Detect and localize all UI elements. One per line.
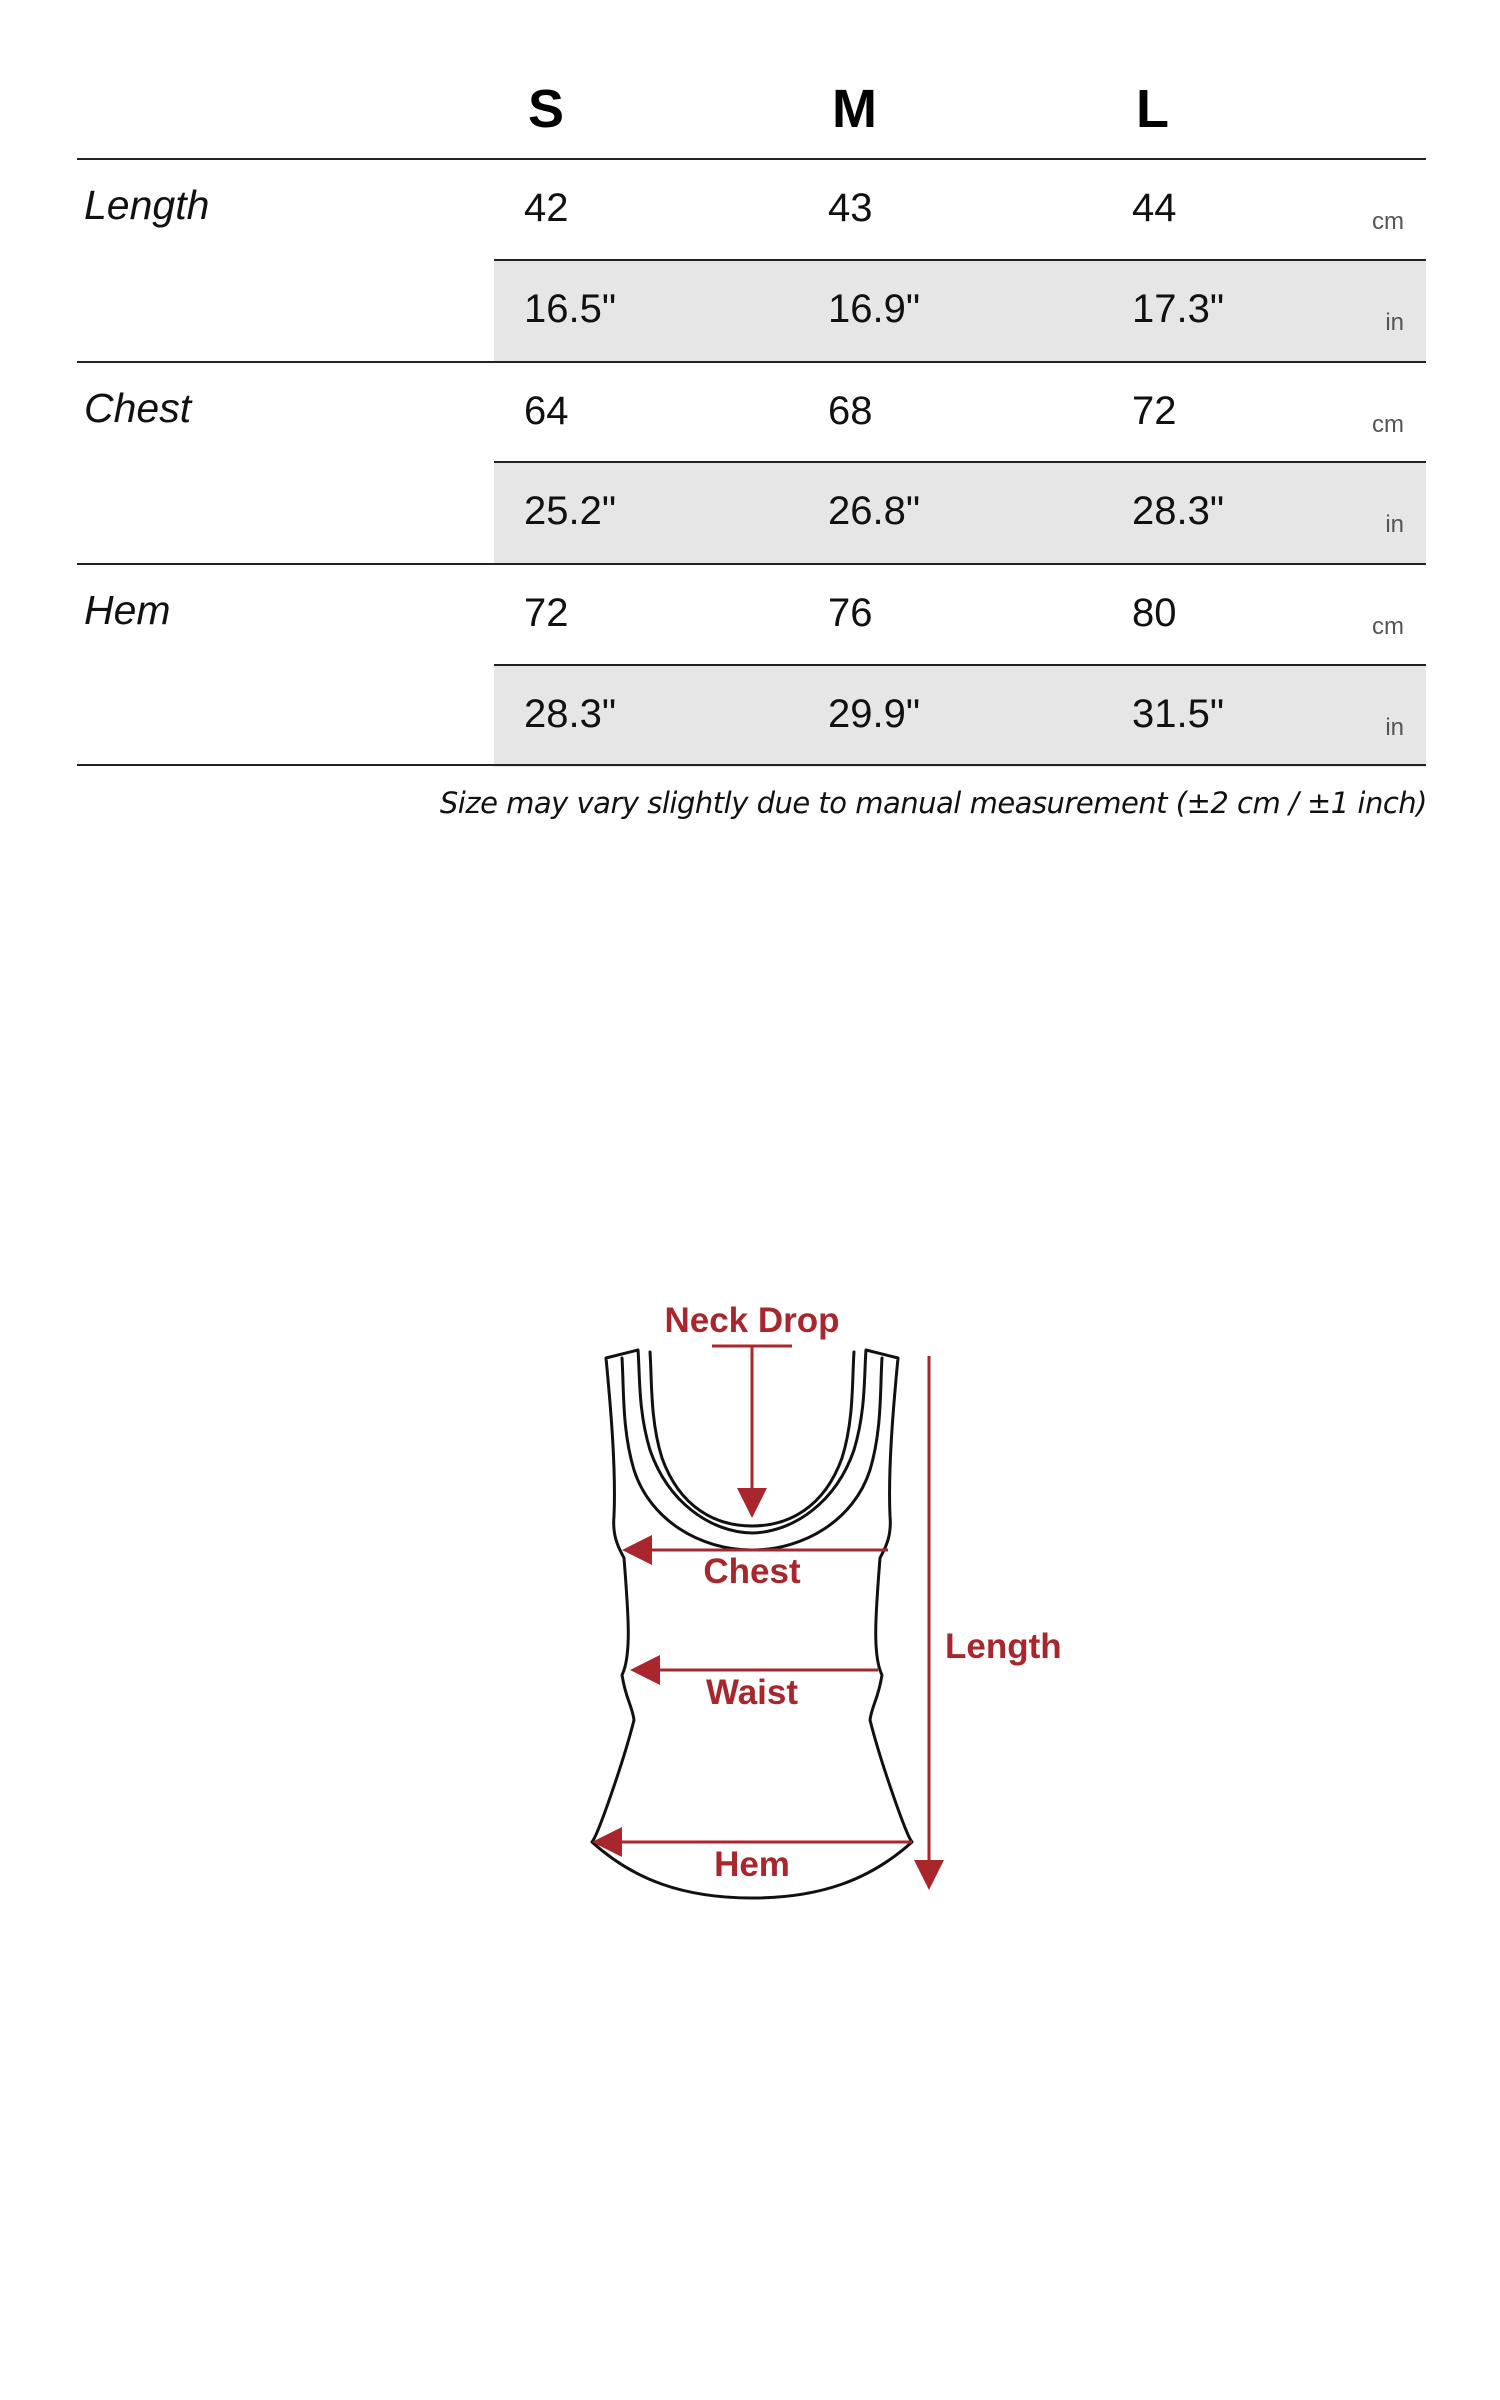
table-bottom-rule	[77, 764, 1426, 766]
length-s-in: 16.5"	[524, 287, 617, 331]
row-label-hem: Hem	[84, 587, 171, 633]
table-row-hem-cm	[494, 565, 1426, 666]
table-row-hem-in	[494, 666, 1426, 767]
size-chart-header	[0, 0, 1500, 160]
unit-label-in: in	[1385, 714, 1404, 741]
length-m-in: 16.9"	[828, 287, 921, 331]
chest-s-in: 25.2"	[524, 489, 617, 533]
length-l-in: 17.3"	[1132, 287, 1225, 331]
hem-s-cm: 72	[524, 591, 569, 635]
tank-top-diagram-svg	[0, 1280, 1500, 1940]
neck-drop-indicator	[712, 1346, 792, 1512]
unit-label-in: in	[1385, 309, 1404, 336]
measurement-diagram	[0, 1280, 1500, 1940]
size-header-m: M	[832, 79, 877, 139]
row-label-length: Length	[84, 182, 210, 228]
table-row-chest-cm	[494, 363, 1426, 464]
length-s-cm: 42	[524, 186, 569, 230]
chest-m-cm: 68	[828, 389, 873, 433]
table-row-length-in	[494, 261, 1426, 362]
label-chest: Chest	[703, 1552, 801, 1591]
chest-m-in: 26.8"	[828, 489, 921, 533]
chest-s-cm: 64	[524, 389, 569, 433]
hem-s-in: 28.3"	[524, 692, 617, 736]
size-header-l: L	[1136, 79, 1169, 139]
row-label-chest: Chest	[84, 385, 192, 431]
size-header-s: S	[528, 79, 565, 139]
chest-l-cm: 72	[1132, 389, 1177, 433]
hem-m-in: 29.9"	[828, 692, 921, 736]
hem-m-cm: 76	[828, 591, 873, 635]
label-hem: Hem	[714, 1845, 790, 1884]
hem-l-in: 31.5"	[1132, 692, 1225, 736]
length-m-cm: 43	[828, 186, 873, 230]
table-row-length-cm	[494, 160, 1426, 261]
unit-label-in: in	[1385, 511, 1404, 538]
hem-l-cm: 80	[1132, 591, 1177, 635]
label-waist: Waist	[705, 1673, 799, 1712]
table-row-chest-in	[494, 463, 1426, 564]
unit-label-cm: cm	[1372, 208, 1404, 235]
length-l-cm: 44	[1132, 186, 1177, 230]
unit-label-cm: cm	[1372, 411, 1404, 438]
chest-l-in: 28.3"	[1132, 489, 1225, 533]
label-neck-drop: Neck Drop	[664, 1301, 840, 1340]
label-length: Length	[945, 1627, 1062, 1666]
measurement-note: Size may vary slightly due to manual measurement (±2 cm / ±1 inch)	[439, 786, 1427, 820]
unit-label-cm: cm	[1372, 613, 1404, 640]
